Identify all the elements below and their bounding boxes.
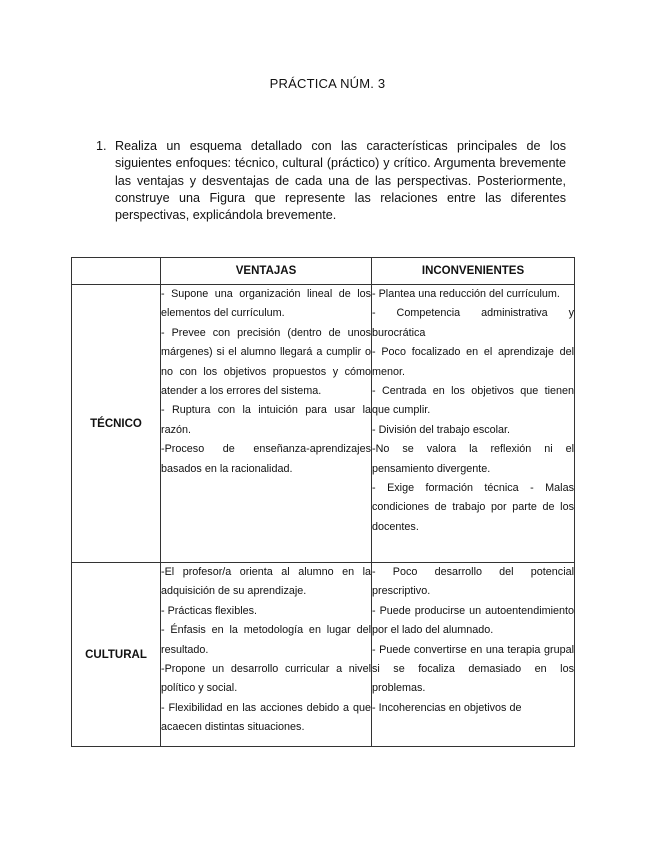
list-item: - Poco focalizado en el aprendizaje del menor. [372,346,574,378]
header-empty-cell [72,258,161,285]
list-item: -Proceso de enseñanza-aprendizajes basados en la racionalidad. [161,443,371,475]
question-item [96,138,566,224]
list-item: - Incoherencias en objetivos de [372,701,522,714]
list-item: - Prácticas flexibles. [161,604,258,617]
list-item: - Ruptura con la intuición para usar la razón. [161,404,371,436]
row-label-cultural: CULTURAL [72,563,161,747]
list-item: - Exige formación técnica - Malas condiciones de trabajo por parte de los docentes. [372,482,574,533]
table-row-cultural [72,563,575,747]
list-item: - Puede producirse un autoentendimiento por el lado del alumnado. [372,604,574,637]
list-item: - División del trabajo escolar. [372,423,511,436]
list-item: - Flexibilidad en las acciones debido a que acaecen distintas situaciones. [161,701,371,734]
table-header-row [72,258,575,285]
list-item: -No se valora la reflexión ni el pensamiento divergente. [372,443,574,475]
list-item: - Énfasis en la metodología en lugar del resultado. [161,624,371,656]
list-item: -Propone un desarrollo curricular a nivel político y social. [161,663,371,695]
comparison-table [71,257,575,747]
list-item: - Plantea una reducción del currículum. [372,288,560,300]
ventajas-cell-cultural [161,563,372,747]
question-text: Realiza un esquema detallado con las características principales de los siguientes enfoques: técnico, cultural (práctico) y crítico. Argumenta brevemente las ventajas y desventajas de cada una de las perspectivas. Posteriormente, construye una Figura que represente las relaciones entre las diferentes perspectivas, explicándola brevemente. [115,139,566,223]
header-ventajas: VENTAJAS [161,258,372,285]
ventajas-cell-tecnico [161,285,372,563]
list-item: - Prevee con precisión (dentro de unos márgenes) si el alumno llegará a cumplir o no con los objetivos propuestos y cómo atender a los errores del sistema. [161,326,371,398]
list-item: - Poco desarrollo del potencial prescriptivo. [372,566,574,598]
table-row-tecnico [72,285,575,563]
inconvenientes-cell-tecnico [372,285,575,563]
list-item: - Supone una organización lineal de los elementos del currículum. [161,288,371,320]
page-title: PRÁCTICA NÚM. 3 [269,76,386,91]
question-number: 1. [96,139,107,153]
list-item: - Centrada en los objetivos que tienen que cumplir. [372,385,574,417]
list-item: -El profesor/a orienta al alumno en la adquisición de su aprendizaje. [161,566,371,598]
list-item: - Puede convertirse en una terapia grupal si se focaliza demasiado en los problemas. [372,643,574,695]
header-inconvenientes: INCONVENIENTES [372,258,575,285]
list-item: - Competencia administrativa y burocrática [372,307,574,339]
row-label-tecnico: TÉCNICO [72,285,161,563]
inconvenientes-cell-cultural [372,563,575,747]
